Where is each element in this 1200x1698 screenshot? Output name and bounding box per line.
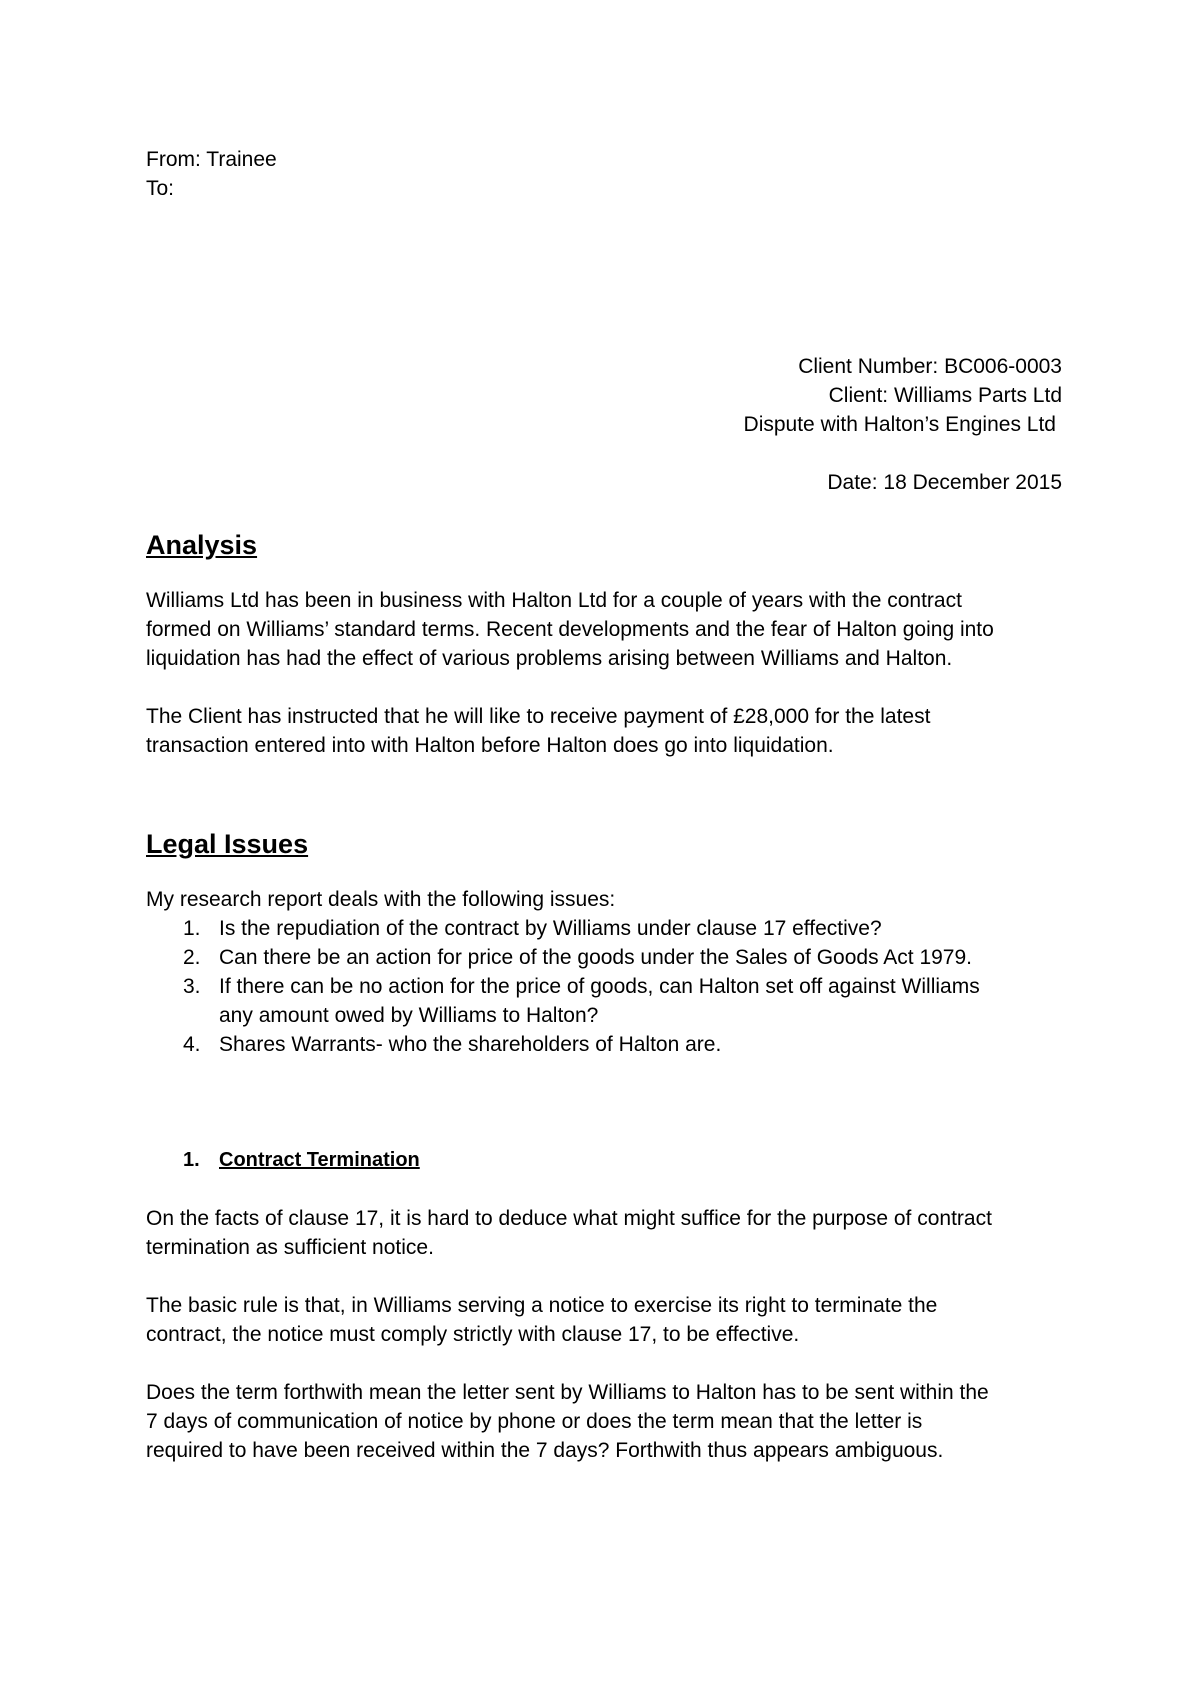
text-line: liquidation has had the effect of various problems arising between Williams and Halton. <box>146 647 953 670</box>
text-line: Is the repudiation of the contract by Williams under clause 17 effective? <box>219 917 882 940</box>
text-line: Shares Warrants- who the shareholders of Halton are. <box>219 1033 722 1056</box>
text-line: Williams Ltd has been in business with Halton Ltd for a couple of years with the contract <box>146 589 962 612</box>
list-number: 4. <box>183 1033 201 1056</box>
text-line: Can there be an action for price of the goods under the Sales of Goods Act 1979. <box>219 946 972 969</box>
date-line: Date: 18 December 2015 <box>827 471 1062 494</box>
analysis-heading: Analysis <box>146 530 258 560</box>
to-line: To: <box>146 177 175 200</box>
section-number: 1. <box>183 1149 200 1171</box>
text-line: contract, the notice must comply strictly with clause 17, to be effective. <box>146 1323 800 1346</box>
termination-paragraph-2 <box>146 1291 1066 1349</box>
client-info-block <box>146 352 1066 439</box>
text-line: If there can be no action for the price of goods, can Halton set off against Williams <box>219 975 980 998</box>
from-line: From: Trainee <box>146 148 277 171</box>
text-line: any amount owed by Williams to Halton? <box>219 1004 599 1027</box>
text-line: formed on Williams’ standard terms. Recent developments and the fear of Halton going into <box>146 618 994 641</box>
text-line: The Client has instructed that he will like to receive payment of £28,000 for the latest <box>146 705 931 728</box>
analysis-paragraph-1 <box>146 586 1066 673</box>
legal-issues-heading: Legal Issues <box>146 829 309 859</box>
list-item <box>146 943 1066 972</box>
list-number: 3. <box>183 975 201 998</box>
client-name: Client: Williams Parts Ltd <box>828 384 1062 407</box>
issues-list <box>146 914 1066 1059</box>
text-line: transaction entered into with Halton before Halton does go into liquidation. <box>146 734 834 757</box>
list-item <box>146 914 1066 943</box>
memo-header <box>146 145 1066 203</box>
termination-paragraph-3 <box>146 1378 1066 1465</box>
list-number: 1. <box>183 917 201 940</box>
dispute-line: Dispute with Halton’s Engines Ltd <box>743 413 1056 436</box>
text-line: Does the term forthwith mean the letter sent by Williams to Halton has to be sent within the <box>146 1381 989 1404</box>
text-line: 7 days of communication of notice by phone or does the term mean that the letter is <box>146 1410 923 1433</box>
text-line: The basic rule is that, in Williams serving a notice to exercise its right to terminate the <box>146 1294 938 1317</box>
list-item <box>146 972 1066 1030</box>
section-title: Contract Termination <box>219 1149 420 1171</box>
list-number: 2. <box>183 946 201 969</box>
text-line: On the facts of clause 17, it is hard to deduce what might suffice for the purpose of contract <box>146 1207 992 1230</box>
text-line: termination as sufficient notice. <box>146 1236 434 1259</box>
document-page <box>146 145 1066 1465</box>
termination-paragraph-1 <box>146 1204 1066 1262</box>
legal-issues-intro: My research report deals with the following issues: <box>146 888 616 911</box>
contract-termination-heading <box>146 1146 1066 1175</box>
client-number: Client Number: BC006-0003 <box>798 355 1062 378</box>
list-item <box>146 1030 1066 1059</box>
analysis-paragraph-2 <box>146 702 1066 760</box>
text-line: required to have been received within the 7 days? Forthwith thus appears ambiguous. <box>146 1439 944 1462</box>
